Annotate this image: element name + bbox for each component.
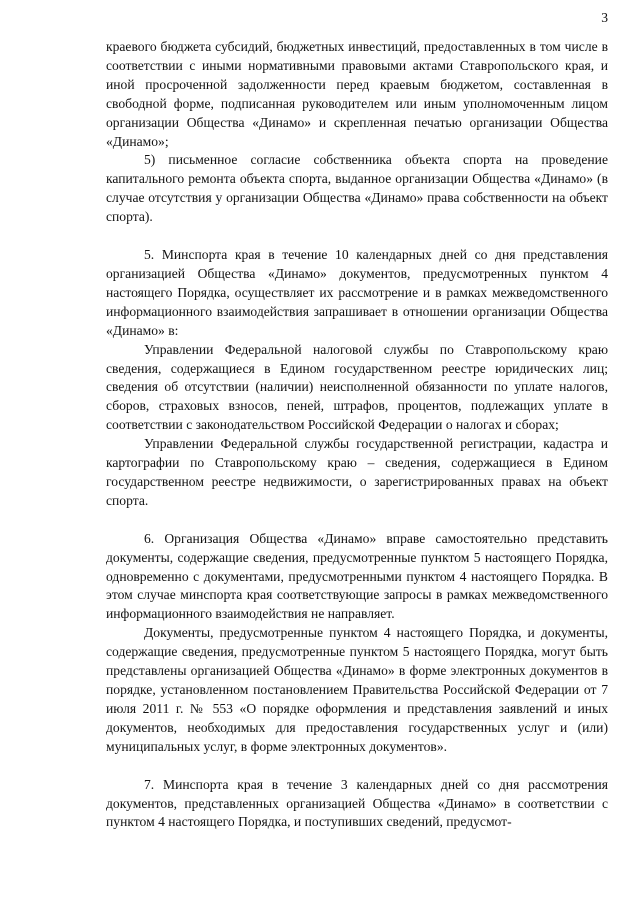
paragraph-gap	[106, 511, 608, 530]
paragraph-gap	[106, 757, 608, 776]
paragraph-clause-6: 6. Организация Общества «Динамо» вправе самостоятельно представить документы, содержащие сведения, предусмотренные пунктом 5 настоящего Порядка, одновременно с документами, предусмотренными пунктом 4 настоящего Порядка. В этом случае минспорта края соответствующие запросы в рамках межведомственного информационного взаимодействия не направляет.	[106, 530, 608, 622]
paragraph-owner-consent: 5) письменное согласие собственника объекта спорта на проведение капитального ремонта объекта спорта, выданное организации Общества «Динамо» (в случае отсутствия у организации Общества «Динамо» права собственности на объект спорта).	[106, 152, 608, 225]
paragraph-tax-service: Управлении Федеральной налоговой службы по Ставропольскому краю сведения, содержащиеся в Едином государственном реестре юридических лиц; сведения об отсутствии (наличии) неисполненной обязанности по уплате налогов, сборов, страховых взносов, пеней, штрафов, процентов, подлежащих уплате в соответствии с законодательством Российской Федерации о налогах и сборах;	[106, 341, 608, 433]
paragraph-clause-7: 7. Минспорта края в течение 3 календарных дней со дня рассмотрения документов, представленных организацией Общества «Динамо» в соответствии с пунктом 4 настоящего Порядка, и поступивших сведений, предусмот-	[106, 776, 608, 830]
paragraph-electronic-documents: Документы, предусмотренные пунктом 4 настоящего Порядка, и документы, содержащие сведения, предусмотренные пунктом 5 настоящего Порядка, могут быть представлены организацией Общества «Динамо» в форме электронных документов в порядке, установленном постановлением Правительства Российской Федерации от 7 июля 2011 г. № 553 «О порядке оформления и представления заявлений и иных документов, необходимых для предоставления государственных услуг и (или) муниципальных услуг, в форме электронных документов».	[106, 625, 608, 754]
document-body	[106, 38, 608, 832]
paragraph-registry-service: Управлении Федеральной службы государственной регистрации, кадастра и картографии по Ставропольскому краю – сведения, содержащиеся в Едином государственном реестре недвижимости, о зарегистрированных правах на объект спорта.	[106, 436, 608, 508]
paragraph-clause-5: 5. Минспорта края в течение 10 календарных дней со дня представления организацией Общества «Динамо» документов, предусмотренных пунктом 4 настоящего Порядка, осуществляет их рассмотрение и в рамках межведомственного информационного взаимодействия запрашивает в отношении организации Общества «Динамо» в:	[106, 247, 608, 338]
page-number: 3	[601, 10, 608, 25]
paragraph-budget-debt: краевого бюджета субсидий, бюджетных инвестиций, предоставленных в том числе в соответствии с иными нормативными правовыми актами Ставропольского края, и иной просроченной задолженности перед краевым бюджетом, составленная в свободной форме, подписанная руководителем или иным уполномоченным лицом организации Общества «Динамо» и скрепленная печатью организации Общества «Динамо»;	[106, 39, 608, 149]
paragraph-gap	[106, 227, 608, 246]
